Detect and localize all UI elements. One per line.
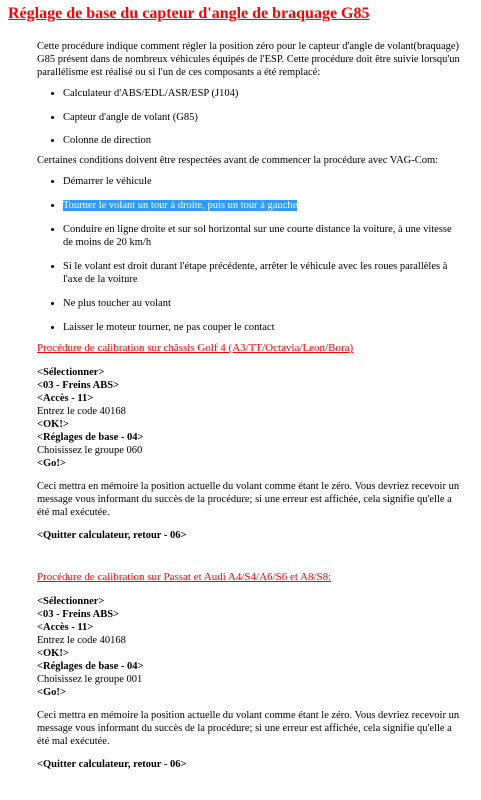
- step-line: Choisissez le groupe 001: [37, 674, 143, 685]
- step-line: <OK!>: [37, 648, 69, 659]
- step-line: Choisissez le groupe 060: [37, 445, 143, 456]
- step-line: <Go!>: [37, 458, 66, 469]
- steps-passat-audi: [37, 595, 462, 699]
- result-paragraph: Ceci mettra en mémoire la position actuelle du volant comme étant le zéro. Vous devriez recevoir un message vous informant du succès de la procédure; si une erreur est affichée, cela signifie qu'elle a été mal exécutée.: [37, 710, 460, 747]
- step-line: <Accès - 11>: [37, 393, 94, 404]
- list-item: • Calculateur d'ABS/EDL/ASR/ESP (J104): [63, 87, 462, 100]
- intro-paragraph: Cette procédure indique comment régler la position zéro pour le capteur d'angle de volant(braquage) G85 présent dans de nombreux véhicules équipés de l'ESP. Cette procédure doit être suivie lorsqu'un parallélisme est réalisé ou si l'un de ces composants a été remplacé:: [37, 41, 460, 78]
- list-item: • Démarrer le véhicule: [63, 175, 462, 188]
- list-item: • Ne plus toucher au volant: [63, 297, 462, 310]
- page-title: Réglage de base du capteur d'angle de braquage G85: [8, 5, 370, 22]
- step-line: <Go!>: [37, 687, 66, 698]
- step-line: <Sélectionner>: [37, 367, 105, 378]
- components-list: [37, 87, 462, 147]
- step-line: <03 - Freins ABS>: [37, 380, 120, 391]
- list-item: • Laisser le moteur tourner, ne pas couper le contact: [63, 321, 462, 334]
- conditions-list: [37, 175, 462, 334]
- section-link-golf4[interactable]: Procédure de calibration sur châssis Golf 4 (A3/TT/Octavia/Leon/Bora): [37, 342, 354, 354]
- step-line: <Réglages de base - 04>: [37, 661, 144, 672]
- result-paragraph: Ceci mettra en mémoire la position actuelle du volant comme étant le zéro. Vous devriez recevoir un message vous informant du succès de la procédure; si une erreur est affichée, cela signifie qu'elle a été mal exécutée.: [37, 481, 460, 518]
- step-line: <03 - Freins ABS>: [37, 609, 120, 620]
- step-line: Entrez le code 40168: [37, 406, 126, 417]
- step-line: Entrez le code 40168: [37, 635, 126, 646]
- step-line: <OK!>: [37, 419, 69, 430]
- section-link-passat-audi[interactable]: Procédure de calibration sur Passat et Audi A4/S4/A6/S6 et A8/S8:: [37, 571, 332, 583]
- quit-instruction: <Quitter calculateur, retour - 06>: [37, 530, 187, 541]
- selected-text[interactable]: Tourner le volant un tour à droite, puis un tour à gauche: [63, 200, 298, 211]
- step-line: <Accès - 11>: [37, 622, 94, 633]
- list-item-selected: [63, 199, 462, 212]
- step-line: <Réglages de base - 04>: [37, 432, 144, 443]
- list-item: • Capteur d'angle de volant (G85): [63, 111, 462, 124]
- quit-instruction: <Quitter calculateur, retour - 06>: [37, 759, 187, 770]
- conditions-intro: Certaines conditions doivent être respectées avant de commencer la procédure avec VAG-Com:: [37, 155, 439, 166]
- steps-golf4: [37, 366, 462, 470]
- list-item: • Conduire en ligne droite et sur sol horizontal sur une courte distance la voiture, à une vitesse de moins de 20 km/h: [63, 223, 462, 249]
- article-body: [37, 40, 462, 799]
- list-item: • Si le volant est droit durant l'étape précédente, arrêter le véhicule avec les roues parallèles à l'axe de la voiture: [63, 260, 462, 286]
- step-line: <Sélectionner>: [37, 596, 105, 607]
- list-item: • Colonne de direction: [63, 134, 462, 147]
